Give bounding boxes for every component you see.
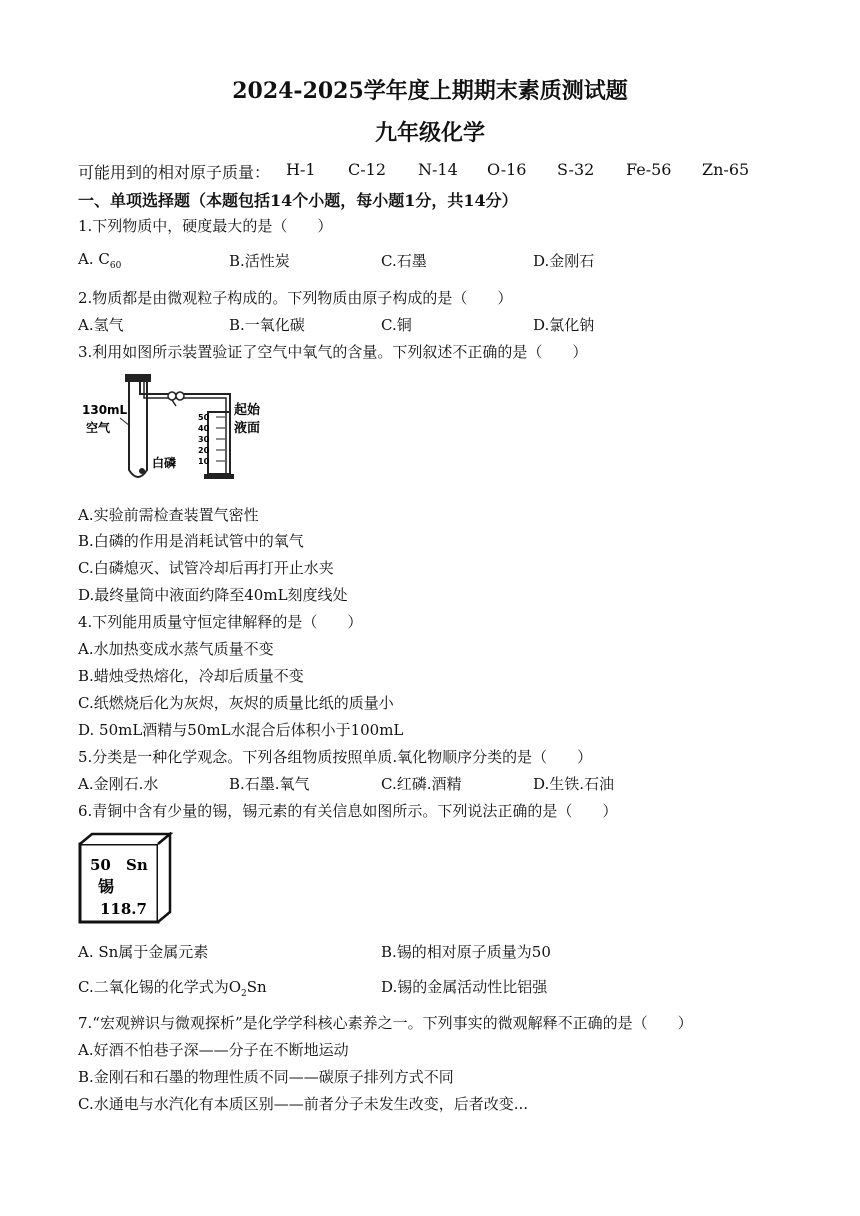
q1-option-c: C.石墨: [381, 252, 427, 270]
q6-option-a: A. Sn属于金属元素: [78, 943, 209, 961]
exam-title: 2024-2025学年度上期期末素质测试题: [232, 78, 628, 104]
question-4-stem: 4.下列能用质量守恒定律解释的是（ ）: [78, 613, 363, 631]
tick-label: 10: [198, 457, 210, 466]
q3-option-a: A.实验前需检查装置气密性: [78, 506, 259, 524]
q6-option-d: D.锡的金属活动性比铝强: [381, 978, 548, 996]
q1-option-d: D.金刚石: [533, 252, 595, 270]
tube-air-label: 空气: [86, 421, 111, 435]
q5-option-b: B.石墨.氧气: [229, 775, 310, 793]
tick-label: 20: [198, 446, 210, 455]
clamp-icon: [168, 392, 176, 400]
question-2-stem: 2.物质都是由微观粒子构成的。下列物质由原子构成的是（ ）: [78, 289, 513, 307]
mass-item: S-32: [557, 160, 595, 179]
phosphorus-label: 白磷: [152, 456, 177, 470]
q7-option-b: B.金刚石和石墨的物理性质不同——碳原子排列方式不同: [78, 1068, 454, 1086]
tube-stopper: [125, 374, 151, 382]
section-heading: 一、单项选择题（本题包括14个小题，每小题1分，共14分）: [78, 191, 518, 210]
question-3-stem: 3.利用如图所示装置验证了空气中氧气的含量。下列叙述不正确的是（ ）: [78, 343, 588, 361]
question-1-stem: 1.下列物质中，硬度最大的是（ ）: [78, 217, 333, 235]
q2-option-a: A.氢气: [78, 316, 124, 334]
tube-volume-label: 130mL: [82, 403, 128, 417]
q1-option-b: B.活性炭: [229, 252, 290, 270]
q5-option-d: D.生铁.石油: [533, 775, 615, 793]
q7-option-a: A.好酒不怕巷子深——分子在不断地运动: [78, 1041, 349, 1059]
q6-option-b: B.锡的相对原子质量为50: [381, 943, 551, 961]
q4-option-c: C.纸燃烧后化为灰烬，灰烬的质量比纸的质量小: [78, 694, 394, 712]
tin-element-card: [76, 832, 176, 926]
q4-option-b: B.蜡烛受热熔化，冷却后质量不变: [78, 667, 304, 685]
q3-option-b: B.白磷的作用是消耗试管中的氧气: [78, 532, 304, 550]
atomic-mass: 118.7: [100, 900, 147, 918]
exam-subtitle: 九年级化学: [374, 120, 485, 146]
mass-item: O-16: [487, 160, 527, 179]
tick-label: 30: [198, 435, 210, 444]
q5-option-c: C.红磷.酒精: [381, 775, 462, 793]
mass-item: N-14: [418, 160, 458, 179]
element-name: 锡: [98, 877, 115, 896]
tick-label: 40: [198, 424, 210, 433]
oxygen-experiment-figure: [80, 370, 280, 488]
atomic-masses-line: [78, 160, 750, 183]
q4-option-a: A.水加热变成水蒸气质量不变: [78, 640, 274, 658]
q7-option-c: C.水通电与水汽化有本质区别——前者分子未发生改变，后者改变...: [78, 1095, 529, 1113]
mass-item: H-1: [286, 160, 316, 179]
element-symbol: Sn: [126, 856, 148, 874]
q3-option-c: C.白磷熄灭、试管冷却后再打开止水夹: [78, 559, 334, 577]
start-level-label-2: 液面: [234, 421, 261, 436]
q2-option-b: B.一氧化碳: [229, 316, 305, 334]
q2-option-c: C.铜: [381, 316, 412, 334]
mass-item: Fe-56: [626, 160, 672, 179]
mass-item: C-12: [348, 160, 387, 179]
q1-option-a: A. $C_{60}$: [78, 250, 122, 271]
start-level-label-1: 起始: [234, 403, 261, 418]
q2-option-d: D.氯化钠: [533, 316, 595, 334]
question-6-stem: 6.青铜中含有少量的锡，锡元素的有关信息如图所示。下列说法正确的是（ ）: [78, 802, 618, 820]
question-5-stem: 5.分类是一种化学观念。下列各组物质按照单质.氧化物顺序分类的是（ ）: [78, 748, 593, 766]
atomic-number: 50: [90, 856, 111, 874]
mass-item: Zn-65: [702, 160, 750, 179]
q6-option-c: C.二氧化锡的化学式为$O_2Sn$: [78, 978, 267, 999]
q3-option-d: D.最终量筒中液面约降至40mL刻度线处: [78, 586, 348, 604]
q4-option-d: D. 50mL酒精与50mL水混合后体积小于100mL: [78, 721, 404, 739]
question-7-stem: 7.“宏观辨识与微观探析”是化学学科核心素养之一。下列事实的微观解释不正确的是（ ）: [78, 1014, 693, 1032]
tick-label: 50: [198, 413, 210, 422]
atomic-masses-label: 可能用到的相对原子质量：: [78, 163, 271, 182]
q5-option-a: A.金刚石.水: [78, 775, 159, 793]
